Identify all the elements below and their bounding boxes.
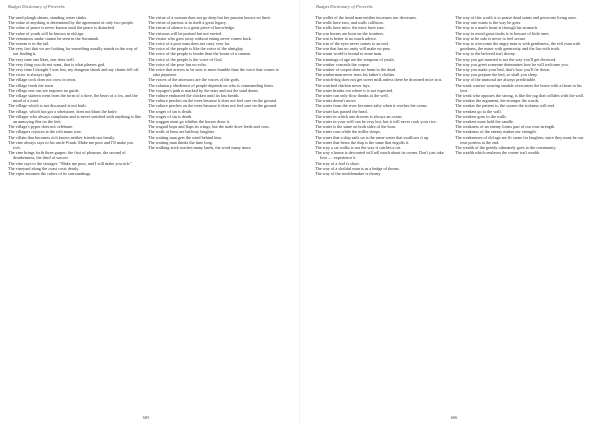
proverb-entry: The very time one likes, one does well.: [8, 56, 75, 62]
proverb-entry: The viper assumes the colors of its surroundings.: [8, 171, 92, 177]
proverb-entry: The weaker the patient is, the sooner the sickness will end.: [455, 103, 555, 109]
proverb-entry: The way you make your bed, that's how you'll lie down.: [455, 67, 551, 73]
right-page-column-2: [455, 15, 589, 155]
proverb-entry: The way of a fool is short.: [315, 160, 360, 166]
proverb-entry: The wagtail hops and flaps its wings, but the male dove feeds and coos.: [148, 124, 270, 130]
proverb-entry: The value of youth will be known in old age.: [8, 30, 85, 36]
proverb-entry: The wealth of the greedy ultimately goes to the community.: [455, 145, 557, 151]
proverb-entry: The way of the immoral are always predictable.: [455, 77, 537, 83]
proverb-entry: The water can only flow thanks to the well.: [315, 93, 389, 99]
proverb-entry: The villagers rejoices at the rich mans woe.: [8, 129, 82, 135]
proverb-entry: The washerman never tears his father's clothes.: [315, 72, 396, 78]
proverb-entry: The warm world is bound to none man.: [315, 51, 383, 57]
proverb-entry: The wealth which enslaves the owner isn't wealth.: [455, 150, 541, 156]
proverb-entry: The venomous snake cannot be seen in the Savannah.: [8, 35, 100, 41]
proverb-entry: The village feeds the town.: [8, 82, 55, 88]
proverb-entry: The visitor who goes away without eating never comes back.: [148, 35, 252, 41]
proverb-entry: The villain that becomes rich knows neither friends nor family.: [8, 134, 116, 140]
proverb-entry: The vine always says to his uncle Frank: Make me poor and I'll make you rich.: [8, 139, 134, 151]
left-page: [0, 0, 292, 424]
proverb-entry: The washer of corpse does no harm to the dead.: [315, 67, 397, 73]
gutter-divider: [299, 0, 300, 424]
proverb-entry: The way to avoid great faults is to beware of little ones.: [455, 30, 550, 36]
proverb-entry: The weakest must hold the candle.: [455, 119, 514, 125]
proverb-entry: The voice of the poor has no echo.: [148, 61, 207, 67]
page-number: 605: [142, 415, 150, 420]
proverb-entry: The victor is always right.: [8, 72, 53, 78]
proverb-entry: The village slattern went from the form of a dove, the heart of a fox, and the mind of a toad.: [8, 93, 138, 104]
proverb-entry: The way you get married is not the way you'll get divorced.: [455, 56, 557, 62]
proverb-entry: The war horses are born on the frontiers.: [315, 30, 385, 36]
proverb-entry: The value of anything is determined by the agreement of only two people.: [8, 20, 134, 26]
proverb-entry: The way to overcome the angry man is with gentleness, the evil man with goodness, the miser with generosity and the liar with truth.: [455, 41, 581, 52]
proverb-entry: The vine brings forth three grapes: the first of pleasure, the second of drunkenness, the third of sorrow.: [8, 150, 126, 161]
proverb-entry: The voice of the people is like the voice of the almighty.: [148, 46, 244, 52]
proverb-entry: The way to be safe is never to feel secure.: [455, 35, 527, 41]
proverb-entry: The way to a man's heart is through his stomach.: [455, 25, 538, 31]
proverb-entry: The walls have mice, the mice have ears.: [315, 25, 385, 31]
proverb-entry: The weakness of the enemy makes our strength.: [455, 129, 537, 135]
proverb-entry: The waiting man thinks the time long.: [148, 139, 213, 145]
running-head: Budget Dictionary of Proverbs: [8, 4, 65, 9]
proverb-entry: The voice of a poor man does not carry very far.: [148, 41, 231, 47]
proverb-entry: The voices of the ancestors are the voices of the gods.: [148, 77, 240, 83]
proverb-entry: The virtuous will be praised but not envied.: [148, 30, 223, 36]
proverb-entry: The voice that arrives to be now is more humble than the voice that comes to take payment.: [148, 67, 279, 78]
proverb-entry: The washer conceals the corpse.: [315, 61, 370, 67]
proverb-entry: The walls of hens are halfway laughter.: [148, 129, 215, 135]
proverb-entry: The way you prepare the bed, so shall you sleep.: [455, 72, 538, 78]
proverb-entry: The very fact that we are looking for something usually stands in the way of our finding it.: [8, 46, 138, 57]
proverb-entry: The water doesn't move.: [315, 98, 357, 104]
proverb-entry: The water runs while the miller sleeps.: [315, 129, 381, 135]
proverb-entry: The villager who always complains and is never satisfied with anything is like an annoying flea on the feet.: [8, 113, 142, 125]
proverb-entry: The water that bears the ship is the same that engulfs it.: [315, 139, 410, 145]
proverb-entry: The virtue of a woman does not go deep but her passion knows no limit.: [148, 15, 271, 20]
proverb-entry: The way of a slothful man is as a hedge of thorns.: [315, 165, 400, 171]
proverb-entry: The wages of sin is death.: [148, 108, 193, 114]
proverb-entry: The war that has no unity will make no prey.: [315, 46, 391, 52]
proverb-entry: The very time I thought I was lost, my dungeon shook and my chains fell off.: [8, 67, 140, 73]
proverb-entry: The voluntary obedience of people depends on who is commanding them.: [148, 82, 274, 88]
proverb-entry: The water that a ship sails on is the same water that swallows it up.: [315, 134, 430, 140]
proverb-entry: The war is better to no much advice.: [315, 35, 378, 41]
proverb-entry: The water breaks out where it is not expected.: [315, 87, 394, 93]
left-page-column-2: [148, 15, 282, 150]
left-page-column-1: [8, 15, 142, 176]
proverb-entry: The virtue of parents is in itself a great legacy.: [148, 20, 227, 26]
proverb-entry: The water in which one drowns is always an ocean.: [315, 113, 403, 119]
proverb-entry: The vulture perches on the trees because it does not feel sure on the ground.: [148, 98, 277, 104]
proverb-entry: The wages of sin is death.: [148, 113, 193, 119]
proverb-entry: The way one wants is the way he goes.: [455, 20, 522, 26]
proverb-entry: The way of the troublemaker is thorny.: [315, 171, 382, 177]
proverb-entry: The watched chicken never lays.: [315, 82, 371, 88]
proverb-entry: The weak warrior wearing sandals overcomes the brave with a thorn in his foot.: [455, 82, 582, 93]
proverb-entry: The water from the river becomes salty when it reaches the ocean.: [315, 103, 428, 109]
proverb-entry: The weak who opposes the strong, is like the jug that collides with the wall.: [455, 93, 584, 99]
proverb-entry: The vineyard along the coast costs dearly.: [8, 165, 80, 171]
proverb-entry: The weaker the argument, the stronger the words.: [455, 98, 540, 104]
proverb-entry: The weakness of an enemy forms part of our own strength.: [455, 124, 556, 130]
proverb-entry: The village cock does not crow in town.: [8, 77, 77, 83]
proverb-entry: The water in your well can be very hot, but it will never cook your rice.: [315, 119, 437, 125]
page-number: 606: [450, 415, 458, 420]
proverb-entry: The village, which has got a whetstone, does not blunt the knife.: [8, 108, 118, 114]
proverb-entry: The weaknesses of old age are fit cause for laughter, since they must be our own portion at the end.: [455, 134, 584, 145]
proverb-entry: The voice of the people is the voice of God.: [148, 56, 223, 62]
proverb-entry: The war of the eyes never comes to an end.: [315, 41, 389, 47]
running-head: Budget Dictionary of Proverbs: [316, 4, 373, 9]
proverb-entry: The way you greet someone determines how he will welcome you.: [455, 61, 569, 67]
proverb-entry: The weakest go to the wall.: [455, 108, 502, 114]
proverb-entry: The value of peace is never known until the peace is disturbed.: [8, 25, 115, 31]
proverb-entry: The wallet of the timid man neither increases nor decreases.: [315, 15, 417, 20]
proverb-entry: The village's pyper does not celebrate.: [8, 124, 74, 130]
proverb-entry: The vulture perches on the trees because it does not feel sure on the ground.: [148, 103, 277, 109]
right-page-column-1: [315, 15, 449, 176]
proverb-entry: The village which is not discussed is not built.: [8, 103, 87, 109]
proverb-entry: The weakest goes to the walls.: [455, 113, 507, 119]
proverb-entry: The virtue of silence is a great piece of knowledge.: [148, 25, 235, 31]
proverb-entry: The waiting man gets the wind behind him.: [148, 134, 222, 140]
proverb-entry: The way of this world is to praise dead saints and persecute living ones.: [455, 15, 578, 20]
proverb-entry: The way a house is decorated will tell much about its owner. Don't just take love — experience it.: [315, 150, 444, 161]
proverb-entry: The waggon must go whither the horses draw it.: [148, 119, 231, 125]
proverb-entry: The way to the beloved isn't thorny.: [455, 51, 516, 57]
proverb-entry: The village one can see requires no guide.: [8, 87, 80, 93]
proverb-entry: The water is the same on both sides of the boat.: [315, 124, 396, 130]
right-page: [308, 0, 600, 424]
proverb-entry: The watch-dog does not get sweet milk unless there be drowned mice in it.: [315, 77, 443, 83]
proverb-entry: The walls have ears, and walls collision.: [315, 20, 384, 26]
proverb-entry: The walking-stick reaches many lands, the word many more.: [148, 145, 252, 151]
proverb-entry: The vine says to the vintager: "Make me poor, and I will make you rich.": [8, 160, 133, 166]
proverb-entry: The vulture embraced the chicken until its last breath.: [148, 93, 240, 99]
proverb-entry: The warnings of age are the weapons of youth.: [315, 56, 395, 62]
proverb-entry: The voyager's path is marked by the stars and not the sand dunes.: [148, 87, 260, 93]
proverb-entry: The way a cat walks is not the way it catches a rat.: [315, 145, 402, 151]
proverb-entry: The used plough shines, standing water stinks.: [8, 15, 88, 20]
proverb-entry: The venom is in the tail.: [8, 41, 50, 47]
proverb-entry: The voice of the people is louder than the boom of a cannon.: [148, 51, 252, 57]
proverb-entry: The very thing you do not want, that is what pleases god.: [8, 61, 106, 67]
proverb-entry: The water has passed the head.: [315, 108, 368, 114]
